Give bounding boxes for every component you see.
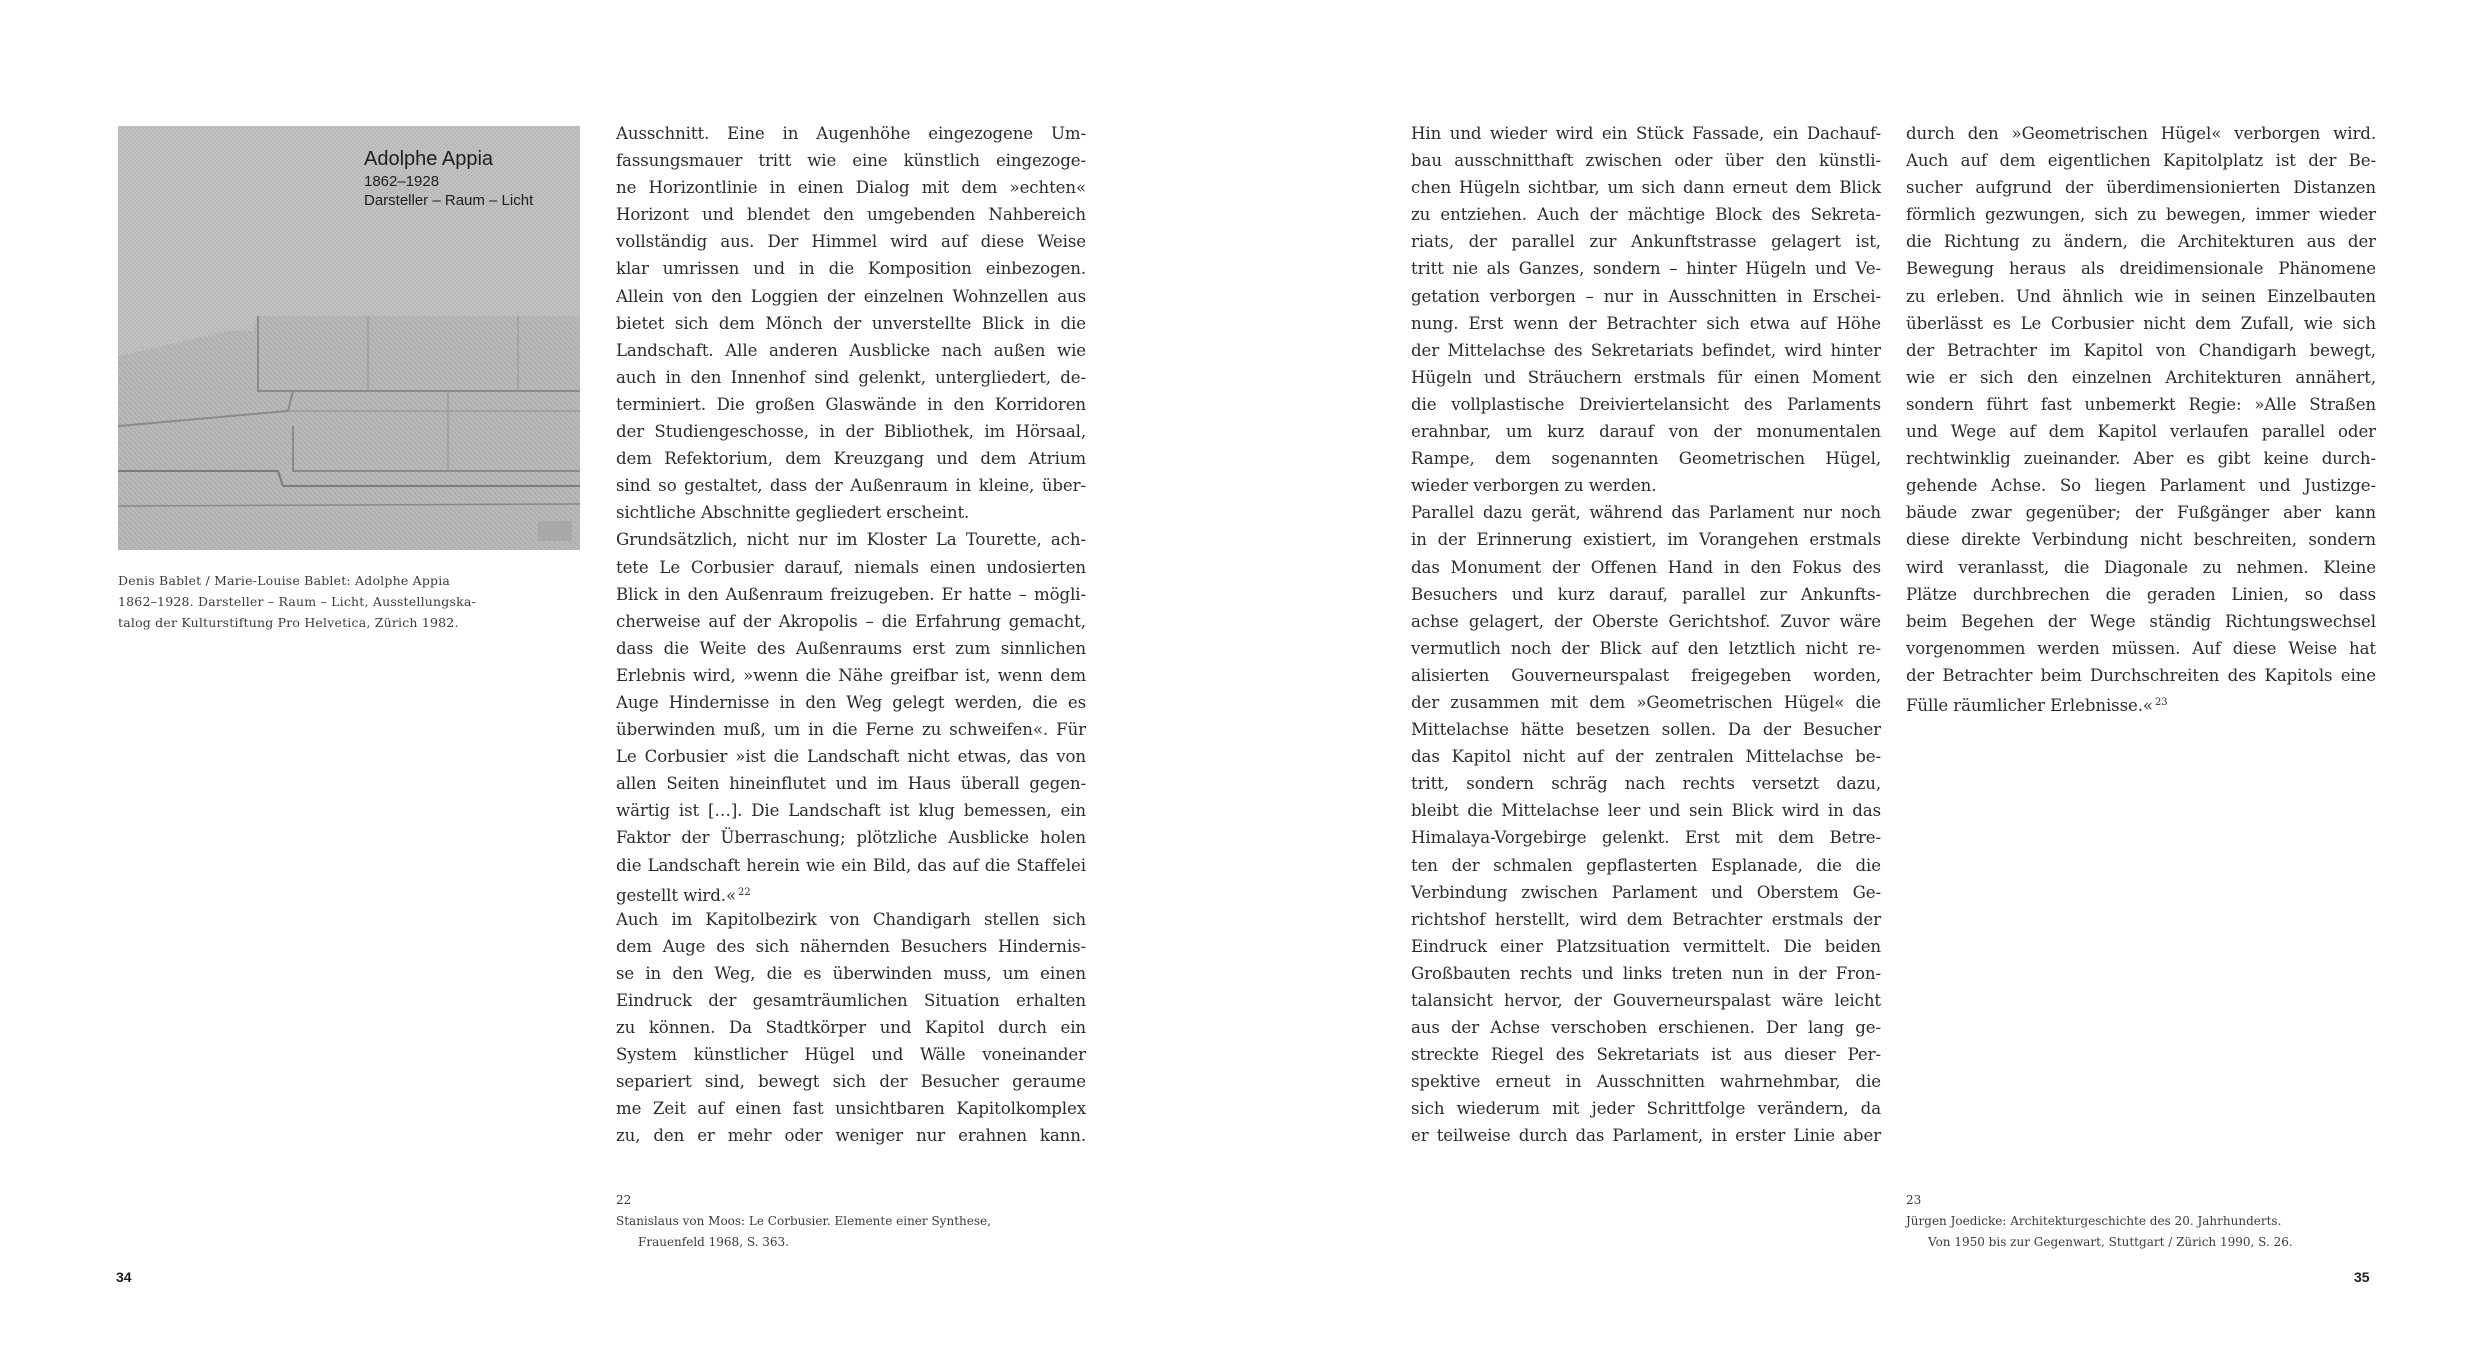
text-line: dem Auge des sich nähernden Besuchers Hindernis- <box>616 936 1086 956</box>
text-line: Eindruck der gesamträumlichen Situation erhalten <box>616 991 1086 1010</box>
text-line: beim Begehen der Wege ständig Richtungswechsel <box>1906 611 2376 631</box>
footnote-text: Jürgen Joedicke: Architekturgeschichte des 20. Jahrhunderts. <box>1906 1214 2282 1228</box>
text-line: wie er sich den einzelnen Architekturen annähert, <box>1906 367 2376 387</box>
text-line: zu können. Da Stadtkörper und Kapitol durch ein <box>616 1018 1086 1038</box>
text-line: rechtwinklig zueinander. Aber es gibt keine durch- <box>1906 449 2376 469</box>
text-line: Rampe, dem sogenannten Geometrischen Hügel, <box>1411 449 1881 469</box>
text-line: diese direkte Verbindung nicht beschreiten, sondern <box>1906 530 2376 550</box>
text-line: wärtig ist […]. Die Landschaft ist klug bemessen, ein <box>616 801 1086 821</box>
footnote-number: 23 <box>1906 1193 1922 1207</box>
text-line: dass die Weite des Außenraums erst zum sinnlichen <box>616 638 1086 658</box>
text-line: Parallel dazu gerät, während das Parlament nur noch <box>1411 503 1881 523</box>
cover-title: Adolphe Appia <box>364 148 494 170</box>
footnote-23 <box>1906 1190 2293 1253</box>
text-line: sich wiederum mit jeder Schrittfolge verändern, da <box>1411 1099 1881 1119</box>
text-line: sind so gestaltet, dass der Außenraum in kleine, über- <box>616 476 1086 496</box>
text-line: tritt nie als Ganzes, sondern – hinter Hügeln und Ve- <box>1411 259 1881 279</box>
text-line: bietet sich dem Mönch der unverstellte Blick in die <box>616 313 1086 333</box>
text-line: sucher aufgrund der überdimensionierten Distanzen <box>1906 178 2376 198</box>
text-fragment: gestellt wird.« <box>616 885 736 905</box>
text-line: System künstlicher Hügel und Wälle voneinander <box>616 1045 1086 1065</box>
text-line: klar umrissen und in die Komposition einbezogen. <box>616 259 1086 279</box>
text-line: gehende Achse. So liegen Parlament und Justizge- <box>1906 476 2376 496</box>
text-line: Le Corbusier »ist die Landschaft nicht etwas, das von <box>616 747 1086 767</box>
text-line: Plätze durchbrechen die geraden Linien, so dass <box>1906 584 2376 604</box>
text-line: sondern führt fast unbemerkt Regie: »Alle Straßen <box>1906 394 2376 414</box>
text-line-with-footnote <box>1906 689 2376 716</box>
cover-title-block <box>364 146 533 210</box>
text-line: Mittelachse hätte besetzen sollen. Da der Besucher <box>1411 720 1881 740</box>
text-line: spektive erneut in Ausschnitten wahrnehmbar, die <box>1411 1072 1881 1092</box>
text-line: bäude zwar gegenüber; der Fußgänger aber kann <box>1906 503 2376 523</box>
text-line: cherweise auf der Akropolis – die Erfahrung gemacht, <box>616 611 1086 631</box>
text-line: das Monument der Offenen Hand in den Fokus des <box>1411 557 1881 577</box>
text-line: zu entziehen. Auch der mächtige Block des Sekreta- <box>1411 205 1881 225</box>
body-column-left <box>616 120 1086 1150</box>
text-line: Grundsätzlich, nicht nur im Kloster La Tourette, ach- <box>616 530 1086 550</box>
text-line: Hügeln und Sträuchern erstmals für einen Moment <box>1411 367 1881 387</box>
text-line: Landschaft. Alle anderen Ausblicke nach außen wie <box>616 340 1086 360</box>
page-number-left: 34 <box>116 1269 132 1285</box>
text-line: terminiert. Die großen Glaswände in den Korridoren <box>616 394 1086 414</box>
text-line: Besuchers und kurz darauf, parallel zur Ankunfts- <box>1411 584 1881 604</box>
text-line: Hin und wieder wird ein Stück Fassade, ein Dachauf- <box>1411 124 1881 143</box>
cover-years: 1862–1928 <box>364 173 440 190</box>
text-line: chen Hügeln sichtbar, um sich dann erneut dem Blick <box>1411 178 1881 198</box>
text-line: der Betrachter beim Durchschreiten des Kapitols eine <box>1906 665 2376 685</box>
text-line: bau ausschnitthaft zwischen oder über den künstli- <box>1411 151 1881 171</box>
text-line: Eindruck einer Platzsituation vermittelt. Die beiden <box>1411 936 1881 956</box>
catalogue-cover-image <box>118 126 580 550</box>
text-line: Blick in den Außenraum freizugeben. Er hatte – mögli- <box>616 584 1086 604</box>
footnote-marker-23: 23 <box>2154 696 2168 708</box>
footnote-22 <box>616 1190 991 1253</box>
footnote-text: Stanislaus von Moos: Le Corbusier. Elemente einer Synthese, <box>616 1214 991 1228</box>
body-column-middle <box>1411 120 1881 1150</box>
cover-subtitle: Darsteller – Raum – Licht <box>364 192 534 209</box>
text-line: Faktor der Überraschung; plötzliche Ausblicke holen <box>616 828 1086 848</box>
text-line: fassungsmauer tritt wie eine künstlich eingezoge- <box>616 151 1086 171</box>
text-line: Allein von den Loggien der einzelnen Wohnzellen aus <box>616 286 1086 306</box>
text-line: riats, der parallel zur Ankunftstrasse gelagert ist, <box>1411 232 1881 252</box>
text-line: die vollplastische Dreiviertelansicht des Parlaments <box>1411 394 1881 414</box>
text-line: Auch im Kapitolbezirk von Chandigarh stellen sich <box>616 909 1086 929</box>
figure-caption <box>118 570 538 633</box>
text-line: Horizont und blendet den umgebenden Nahbereich <box>616 205 1086 225</box>
text-line: der zusammen mit dem »Geometrischen Hügel« die <box>1411 692 1881 712</box>
text-line: der Studiengeschosse, in der Bibliothek, im Hörsaal, <box>616 422 1086 442</box>
footnote-marker-22: 22 <box>738 886 751 898</box>
footnote-line <box>616 1190 991 1232</box>
text-line: zu erleben. Und ähnlich wie in seinen Einzelbauten <box>1906 286 2376 306</box>
text-line: nung. Erst wenn der Betrachter sich etwa auf Höhe <box>1411 313 1881 333</box>
footnote-line <box>1906 1190 2293 1232</box>
text-line: Großbauten rechts und links treten nun in der Fron- <box>1411 963 1881 983</box>
text-line: achse gelagert, der Oberste Gerichtshof. Zuvor wäre <box>1411 611 1881 631</box>
text-line: ten der schmalen gepflasterten Esplanade, die die <box>1411 855 1881 875</box>
caption-line: 1862–1928. Darsteller – Raum – Licht, Ausstellungska- <box>118 594 476 609</box>
text-line: zu, den er mehr oder weniger nur erahnen kann. <box>616 1126 1086 1146</box>
page-number-right: 35 <box>2354 1269 2370 1285</box>
text-line: er teilweise durch das Parlament, in erster Linie aber <box>1411 1126 1881 1146</box>
text-line: der Mittelachse des Sekretariats befindet, wird hinter <box>1411 340 1881 360</box>
text-line: Auge Hindernisse in den Weg gelegt werden, die es <box>616 692 1086 712</box>
text-line: richtshof herstellt, wird dem Betrachter erstmals der <box>1411 909 1881 929</box>
text-line-with-footnote <box>616 879 1086 906</box>
text-line: talansicht hervor, der Gouverneurspalast wäre leicht <box>1411 991 1881 1010</box>
text-line: erahnbar, um kurz darauf von der monumentalen <box>1411 422 1881 442</box>
text-line: ne Horizontlinie in einen Dialog mit dem »echten« <box>616 178 1086 198</box>
footnote-number: 22 <box>616 1193 632 1207</box>
text-line: getation verborgen – nur in Ausschnitten in Erschei- <box>1411 286 1881 306</box>
body-column-right <box>1906 120 2376 716</box>
text-line: dem Refektorium, dem Kreuzgang und dem Atrium <box>616 449 1086 469</box>
text-line: me Zeit auf einen fast unsichtbaren Kapitolkomplex <box>616 1099 1086 1119</box>
text-line: das Kapitol nicht auf der zentralen Mittelachse be- <box>1411 747 1881 767</box>
text-line: überlässt es Le Corbusier nicht dem Zufall, wie sich <box>1906 313 2376 333</box>
text-line: vollständig aus. Der Himmel wird auf diese Weise <box>616 232 1086 252</box>
text-line: Himalaya-Vorgebirge gelenkt. Erst mit dem Betre- <box>1411 828 1881 848</box>
text-line: die Landschaft herein wie ein Bild, das auf die Staffelei <box>616 855 1086 875</box>
text-line: wieder verborgen zu werden. <box>1411 476 1657 496</box>
text-line: tete Le Corbusier darauf, niemals einen undosierten <box>616 557 1086 577</box>
text-line: alisierten Gouverneurspalast freigegeben worden, <box>1411 665 1881 685</box>
text-line: separiert sind, bewegt sich der Besucher geraume <box>616 1072 1086 1092</box>
caption-line: Denis Bablet / Marie-Louise Bablet: Adolphe Appia <box>118 573 451 588</box>
text-line: Verbindung zwischen Parlament und Oberstem Ge- <box>1411 882 1881 902</box>
caption-line: talog der Kulturstiftung Pro Helvetica, Zürich 1982. <box>118 615 459 630</box>
text-line: streckte Riegel des Sekretariats ist aus dieser Per- <box>1411 1045 1881 1065</box>
text-line: aus der Achse verschoben erschienen. Der lang ge- <box>1411 1018 1881 1038</box>
text-line: vermutlich noch der Blick auf den letztlich nicht re- <box>1411 638 1881 658</box>
text-line: der Betrachter im Kapitol von Chandigarh bewegt, <box>1906 340 2376 360</box>
text-line: vorgenommen werden müssen. Auf diese Weise hat <box>1906 638 2376 658</box>
text-line: förmlich gezwungen, sich zu bewegen, immer wieder <box>1906 205 2376 225</box>
footnote-line: Von 1950 bis zur Gegenwart, Stuttgart / Zürich 1990, S. 26. <box>1928 1235 2293 1249</box>
text-line: auch in den Innenhof sind gelenkt, untergliedert, de- <box>616 367 1086 387</box>
text-line: Bewegung heraus als dreidimensionale Phänomene <box>1906 259 2376 279</box>
text-line: überwinden muß, um in die Ferne zu schweifen«. Für <box>616 720 1086 740</box>
text-line: durch den »Geometrischen Hügel« verborgen wird. <box>1906 124 2376 143</box>
text-line: die Richtung zu ändern, die Architekturen aus der <box>1906 232 2376 252</box>
text-line: bleibt die Mittelachse leer und sein Blick wird in das <box>1411 801 1881 821</box>
text-line: allen Seiten hineinflutet und im Haus überall gegen- <box>616 774 1086 794</box>
text-line: tritt, sondern schräg nach rechts versetzt dazu, <box>1411 774 1881 794</box>
text-line: und Wege auf dem Kapitol verlaufen parallel oder <box>1906 422 2376 442</box>
text-line: in der Erinnerung existiert, im Vorangehen erstmals <box>1411 530 1881 550</box>
text-line: sichtliche Abschnitte gegliedert erscheint. <box>616 503 970 523</box>
footnote-line: Frauenfeld 1968, S. 363. <box>638 1235 789 1249</box>
text-line: Erlebnis wird, »wenn die Nähe greifbar ist, wenn dem <box>616 665 1086 685</box>
text-line: Auch auf dem eigentlichen Kapitolplatz ist der Be- <box>1906 151 2376 171</box>
text-line: wird veranlasst, die Diagonale zu nehmen. Kleine <box>1906 557 2376 577</box>
text-line: Ausschnitt. Eine in Augenhöhe eingezogene Um- <box>616 124 1086 143</box>
text-fragment: Fülle räumlicher Erlebnisse.« <box>1906 695 2153 715</box>
text-line: se in den Weg, die es überwinden muss, um einen <box>616 963 1086 983</box>
